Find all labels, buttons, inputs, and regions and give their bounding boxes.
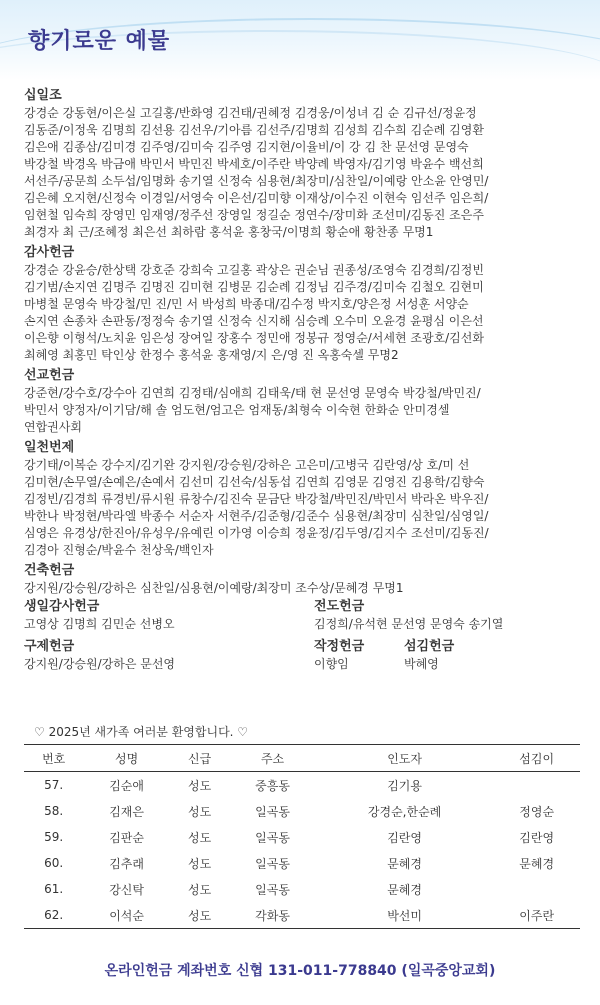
name-line: 김은혜 오지현/신정숙 이경일/서영숙 이은선/김미향 이재상/이수진 이현숙 임선주 임은희/	[24, 191, 489, 205]
pledge-offering	[314, 638, 364, 673]
table-cell: 문혜경	[387, 856, 422, 871]
table-cell: 정영순	[519, 804, 555, 819]
table-cell: 일곡동	[255, 882, 290, 897]
section-title: 선교헌금	[24, 368, 75, 383]
evangelism-offering-title: 전도헌금	[314, 599, 365, 614]
birthday-offering	[24, 598, 175, 633]
new-family-welcome	[24, 724, 580, 929]
table-cell: 김란영	[519, 830, 555, 845]
table-cell: 중흥동	[255, 778, 290, 793]
birthday-offering-names: 고영상 김명희 김민순 선병오	[24, 617, 175, 631]
name-line: 김미현/손무열/손예은/손예서 김선미 김선숙/심동섭 김연희 김영문 김영진 김용학/김향숙	[24, 475, 485, 489]
welcome-heading: ♡ 2025년 새가족 여러분 환영합니다. ♡	[34, 725, 249, 739]
table-cell: 김판순	[109, 830, 144, 845]
table-cell: 성도	[187, 882, 212, 897]
table-cell: 박선미	[316, 902, 494, 929]
table-cell: 일곡동	[255, 804, 290, 819]
name-line: 마병철 문영숙 박강철/민 진/민 서 박성희 박종대/김수정 박지호/양은정 서성훈 서양순	[24, 297, 469, 311]
table-cell: 58.	[44, 804, 64, 818]
table-cell: 성도	[187, 804, 212, 819]
service-offering	[404, 638, 454, 673]
name-line: 최혜영 최홍민 탁인상 한정수 홍석윤 홍재영/지 은/영 진 옥홍숙셀 무명2	[24, 348, 399, 362]
table-row	[24, 876, 580, 902]
name-line: 손지연 손종차 손판동/정정숙 송기열 신정숙 신지해 심승례 오수미 오윤경 윤평심 이은선	[24, 314, 484, 328]
new-family-table	[24, 744, 580, 929]
table-cell: 문혜경	[519, 856, 555, 871]
table-cell: 김순애	[109, 778, 144, 793]
column-header: 인도자	[316, 745, 494, 772]
table-row	[24, 824, 580, 850]
relief-offering	[24, 638, 175, 673]
online-offering-account: 온라인헌금 계좌번호 신협 131-011-778840 (일곡중앙교회)	[104, 963, 496, 979]
name-line: 심영은 유경상/한진아/유성우/유예린 이가영 이승희 정윤정/김두영/김지수 조선미/김동진/	[24, 526, 489, 540]
section-title: 십일조	[24, 88, 62, 103]
table-cell: 강신탁	[109, 882, 144, 897]
name-line: 강기태/이복순 강수지/김기완 강지원/강승원/강하은 고은미/고병국 김란영/상 호/미 선	[24, 458, 470, 472]
name-line: 김은애 김종삼/김미경 김주영/김미숙 김주영 김지현/이율비/이 강 김 찬 문선영 문영숙	[24, 140, 469, 154]
name-line: 김동준/이정욱 김명희 김선용 김선우/기아름 김선주/김명희 김성희 김수희 김순례 김영환	[24, 123, 484, 137]
name-line: 이은향 이형석/노치윤 임은성 장여일 장홍수 정민애 정봉규 정영순/서세현 조광호/김선화	[24, 331, 484, 345]
table-cell: 성도	[187, 778, 212, 793]
table-cell: 각화동	[229, 902, 316, 929]
name-line: 박강철 박경옥 박금애 박민서 박민진 박세호/이주란 박양례 박영자/김기영 박윤수 백선희	[24, 157, 484, 171]
table-cell: 문혜경	[387, 882, 422, 897]
column-header: 번호	[24, 745, 83, 772]
table-cell	[493, 876, 580, 902]
name-line: 임현철 임숙희 장영민 임재영/정주선 장영일 정길순 정연수/장미화 조선미/김동진 조은주	[24, 208, 484, 222]
table-row	[24, 850, 580, 876]
table-cell: 김기용	[387, 778, 422, 793]
table-row	[24, 902, 580, 929]
section-names	[24, 580, 580, 597]
table-row	[24, 772, 580, 799]
column-header: 신급	[170, 745, 229, 772]
name-line: 강준현/강수호/강수아 김연희 김정태/심애희 김태욱/태 현 문선영 문영숙 박강철/박민진/	[24, 386, 481, 400]
table-cell: 김란영	[387, 830, 422, 845]
section-names	[24, 457, 580, 559]
name-line: 서선주/공문희 소두섭/임명화 송기열 신정숙 심용현/최장미/심찬일/이예랑 안소윤 안영민/	[24, 174, 489, 188]
pledge-offering-names: 이향임	[314, 657, 349, 671]
offerings-list	[24, 84, 580, 597]
page-title: 향기로운 예물	[28, 29, 171, 54]
table-body	[24, 772, 580, 929]
evangelism-offering-names: 김정희/유석현 문선영 문영숙 송기열	[314, 617, 504, 631]
column-header: 섬김이	[493, 745, 580, 772]
table-cell: 성도	[187, 856, 212, 871]
name-line: 강경순 강윤승/한상택 강호준 강희숙 고길홍 곽상은 권순님 권종성/조영숙 김경희/김정빈	[24, 263, 484, 277]
service-offering-title: 섬김헌금	[404, 639, 455, 654]
birthday-offering-title: 생일감사헌금	[24, 599, 100, 614]
table-cell: 일곡동	[255, 856, 290, 871]
section-names	[24, 105, 580, 241]
name-line: 최경자 최 근/조혜정 최은선 최하람 홍석윤 홍창국/이명희 황순애 황찬종 무명1	[24, 225, 434, 239]
name-line: 박한나 박정현/박라엘 박종수 서순자 서현주/김준형/김준수 심용현/최장미 심찬일/심영일/	[24, 509, 489, 523]
section-title: 건축헌금	[24, 563, 75, 578]
other-offerings	[24, 598, 580, 674]
column-header: 주소	[229, 745, 316, 772]
section-title: 감사헌금	[24, 245, 75, 260]
service-offering-names: 박혜영	[404, 657, 439, 671]
section-title: 일천번제	[24, 440, 75, 455]
relief-offering-title: 구제헌금	[24, 639, 75, 654]
table-cell: 59.	[44, 830, 64, 844]
table-cell: 일곡동	[255, 830, 290, 845]
section-names	[24, 262, 580, 364]
table-row	[24, 798, 580, 824]
table-header-row	[24, 745, 580, 772]
table-cell: 성도	[170, 902, 229, 929]
table-cell: 이석순	[83, 902, 170, 929]
name-line: 강경순 강동현/이은실 고길홍/반화영 김건태/권혜정 김경웅/이성녀 김 순 김규선/정윤정	[24, 106, 477, 120]
name-line: 박민서 양정자/이기담/해 솔 엄도현/엄고은 엄재동/최형숙 이숙현 한화순 안미경셀	[24, 403, 450, 417]
column-header: 성명	[83, 745, 170, 772]
relief-offering-names: 강지원/강승원/강하은 문선영	[24, 657, 176, 671]
header-banner	[0, 0, 600, 80]
name-line: 연합권사회	[24, 420, 82, 434]
table-cell: 김재은	[109, 804, 144, 819]
name-line: 강지원/강승원/강하은 심찬일/심용현/이예랑/최장미 조수상/문혜경 무명1	[24, 581, 404, 595]
name-line: 김기범/손지연 김명주 김명진 김미현 김병문 김순례 김정님 김주경/김미숙 김철오 김현미	[24, 280, 484, 294]
table-cell: 성도	[187, 830, 212, 845]
name-line: 김정빈/김경희 류경빈/류시원 류창수/김진숙 문금단 박강철/박민진/박민서 박라온 박우진/	[24, 492, 489, 506]
table-cell: 61.	[44, 882, 64, 896]
table-cell: 강경순,한순례	[367, 804, 442, 819]
name-line: 김경아 진형순/박윤수 천상욱/백인자	[24, 543, 214, 557]
table-cell	[493, 772, 580, 799]
evangelism-offering	[314, 598, 503, 633]
table-cell: 62.	[24, 902, 83, 929]
table-cell: 김추래	[109, 856, 144, 871]
table-cell: 이주란	[493, 902, 580, 929]
table-cell: 57.	[44, 778, 64, 792]
section-names	[24, 385, 580, 436]
table-cell: 60.	[44, 856, 64, 870]
pledge-offering-title: 작정헌금	[314, 639, 365, 654]
